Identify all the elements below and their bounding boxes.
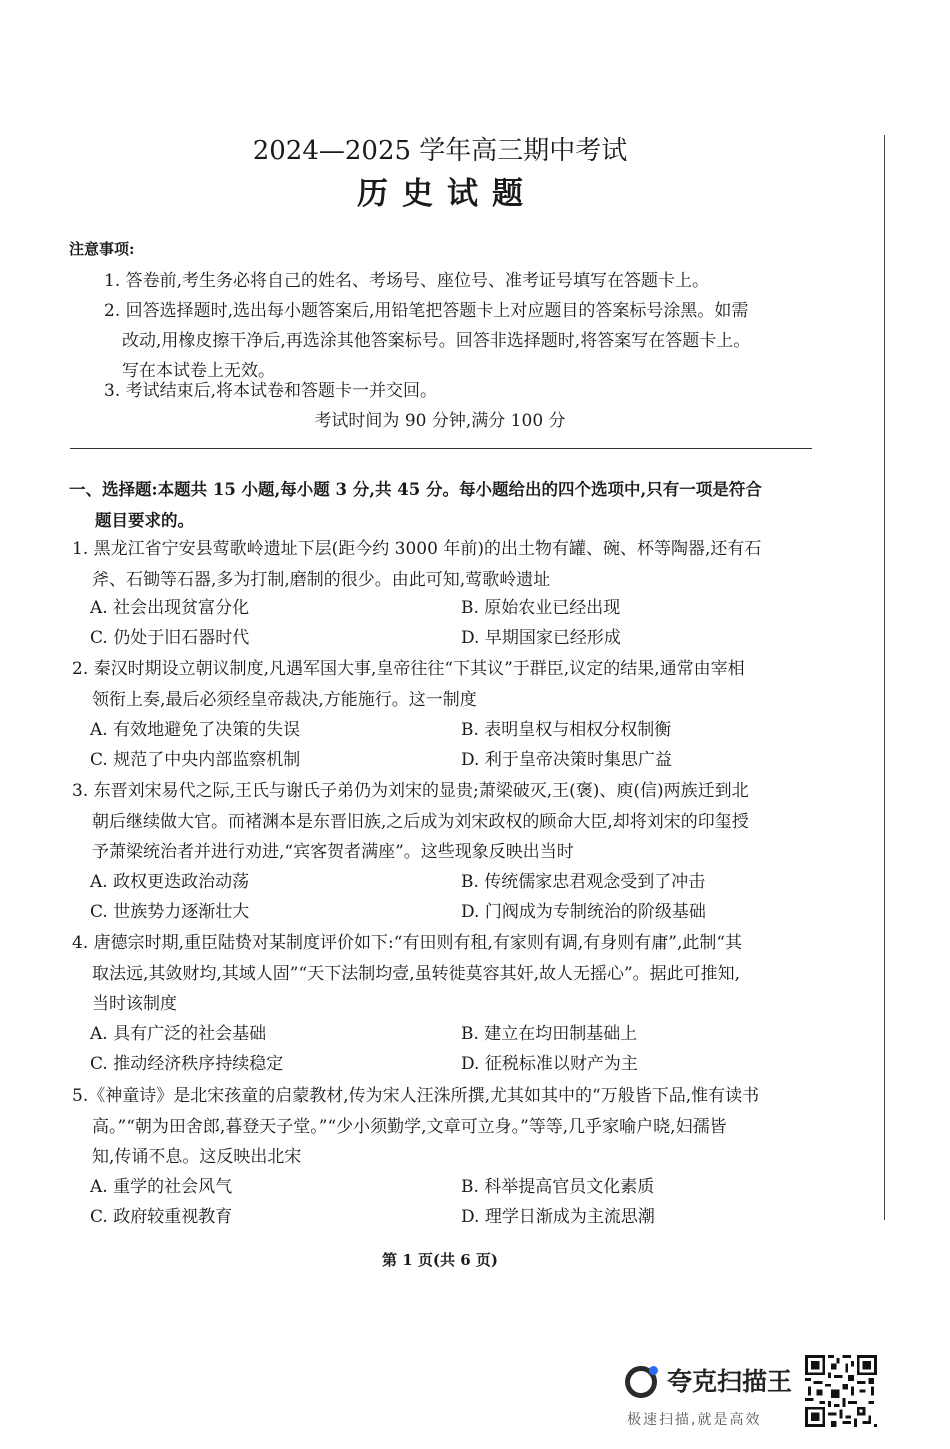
option-b[interactable]: B. 科举提高官员文化素质 — [461, 1177, 655, 1197]
exam-title: 2024—2025 学年高三期中考试 — [252, 136, 628, 166]
question-line: 2. 秦汉时期设立朝议制度,凡遇军国大事,皇帝往往“下其议”于群臣,议定的结果,通常由宰相 — [72, 659, 745, 679]
option-c[interactable]: C. 规范了中央内部监察机制 — [90, 750, 301, 770]
notice-item-1: 1. 答卷前,考生务必将自己的姓名、考场号、座位号、准考证号填写在答题卡上。 — [104, 271, 710, 291]
question-line: 朝后继续做大官。而褚渊本是东晋旧族,之后成为刘宋政权的顾命大臣,却将刘宋的印玺授 — [92, 811, 749, 832]
option-a[interactable]: A. 具有广泛的社会基础 — [90, 1024, 267, 1044]
option-c[interactable]: C. 世族势力逐渐壮大 — [90, 902, 250, 922]
question-3 — [72, 776, 814, 868]
option-b[interactable]: B. 建立在均田制基础上 — [461, 1024, 638, 1044]
question-line: 4. 唐德宗时期,重臣陆贽对某制度评价如下:“有田则有租,有家则有调,有身则有庸”,此制“其 — [72, 933, 743, 953]
question-5 — [72, 1081, 814, 1173]
divider — [70, 448, 812, 449]
question-line: 3. 东晋刘宋易代之际,王氏与谢氏子弟仍为刘宋的显贵;萧梁破灭,王(褒)、庾(信)两族迁到北 — [72, 781, 749, 801]
question-line: 领衔上奏,最后必须经皇帝裁决,方能施行。这一制度 — [92, 689, 477, 710]
option-b[interactable]: B. 传统儒家忠君观念受到了冲击 — [461, 872, 706, 892]
question-line: 5.《神童诗》是北宋孩童的启蒙教材,传为宋人汪洙所撰,尤其如其中的“万般皆下品,惟有读书 — [72, 1086, 760, 1106]
option-c[interactable]: C. 仍处于旧石器时代 — [90, 628, 250, 648]
subject-title: 历史试题 — [357, 176, 537, 212]
option-c[interactable]: C. 推动经济秩序持续稳定 — [90, 1054, 284, 1074]
question-line: 斧、石锄等石器,多为打制,磨制的很少。由此可知,莺歌岭遗址 — [92, 569, 551, 590]
notice-item-2: 2. 回答选择题时,选出每小题答案后,用铅笔把答题卡上对应题目的答案标号涂黑。如需 改动,用橡皮擦干净后,再选涂其他答案标号。回答非选择题时,将答案写在答题卡上。 写在本试卷上无效。 — [104, 301, 751, 381]
question-line: 取法远,其敛财均,其域人固”“天下法制均壹,虽转徙莫容其奸,故人无摇心”。据此可推知, — [92, 963, 741, 984]
option-d[interactable]: D. 早期国家已经形成 — [461, 628, 621, 648]
question-line: 1. 黑龙江省宁安县莺歌岭遗址下层(距今约 3000 年前)的出土物有罐、碗、杯等陶器,还有石 — [72, 539, 762, 559]
option-d[interactable]: D. 利于皇帝决策时集思广益 — [461, 750, 672, 770]
option-a[interactable]: A. 社会出现贫富分化 — [90, 598, 250, 618]
option-a[interactable]: A. 政权更迭政治动荡 — [90, 872, 250, 892]
option-d[interactable]: D. 门阀成为专制统治的阶级基础 — [461, 902, 706, 922]
option-b[interactable]: B. 表明皇权与相权分权制衡 — [461, 720, 672, 740]
section-heading: 一、选择题:本题共 15 小题,每小题 3 分,共 45 分。每小题给出的四个选项中,只有一项是符合 题目要求的。 — [69, 480, 762, 530]
brand-name: 夸克扫描王 — [667, 1367, 793, 1396]
option-d[interactable]: D. 理学日渐成为主流思潮 — [461, 1207, 655, 1227]
exam-time-info: 考试时间为 90 分钟,满分 100 分 — [314, 411, 566, 431]
brand-slogan: 极速扫描,就是高效 — [627, 1412, 762, 1428]
option-a[interactable]: A. 有效地避免了决策的失误 — [90, 720, 301, 740]
option-d[interactable]: D. 征税标准以财产为主 — [461, 1054, 638, 1074]
question-4 — [72, 928, 814, 1020]
brand-logo-dot — [649, 1366, 658, 1375]
question-line: 予萧梁统治者并进行劝进,“宾客贺者满座”。这些现象反映出当时 — [92, 842, 574, 862]
notice-heading: 注意事项: — [69, 240, 135, 258]
page-number: 第 1 页(共 6 页) — [382, 1251, 498, 1269]
option-a[interactable]: A. 重学的社会风气 — [90, 1177, 233, 1197]
option-b[interactable]: B. 原始农业已经出现 — [461, 598, 621, 618]
option-c[interactable]: C. 政府较重视教育 — [90, 1207, 233, 1227]
qr-code-icon — [805, 1355, 877, 1427]
notice-item-3: 3. 考试结束后,将本试卷和答题卡一并交回。 — [104, 381, 438, 401]
question-2 — [72, 654, 814, 715]
question-line: 当时该制度 — [92, 994, 177, 1014]
question-1 — [72, 534, 814, 595]
question-line: 知,传诵不息。这反映出北宋 — [92, 1147, 302, 1167]
margin-rule — [884, 135, 885, 1220]
question-line: 高。”“朝为田舍郎,暮登天子堂。”“少小须勤学,文章可立身。”等等,几乎家喻户晓,妇孺皆 — [92, 1116, 727, 1137]
